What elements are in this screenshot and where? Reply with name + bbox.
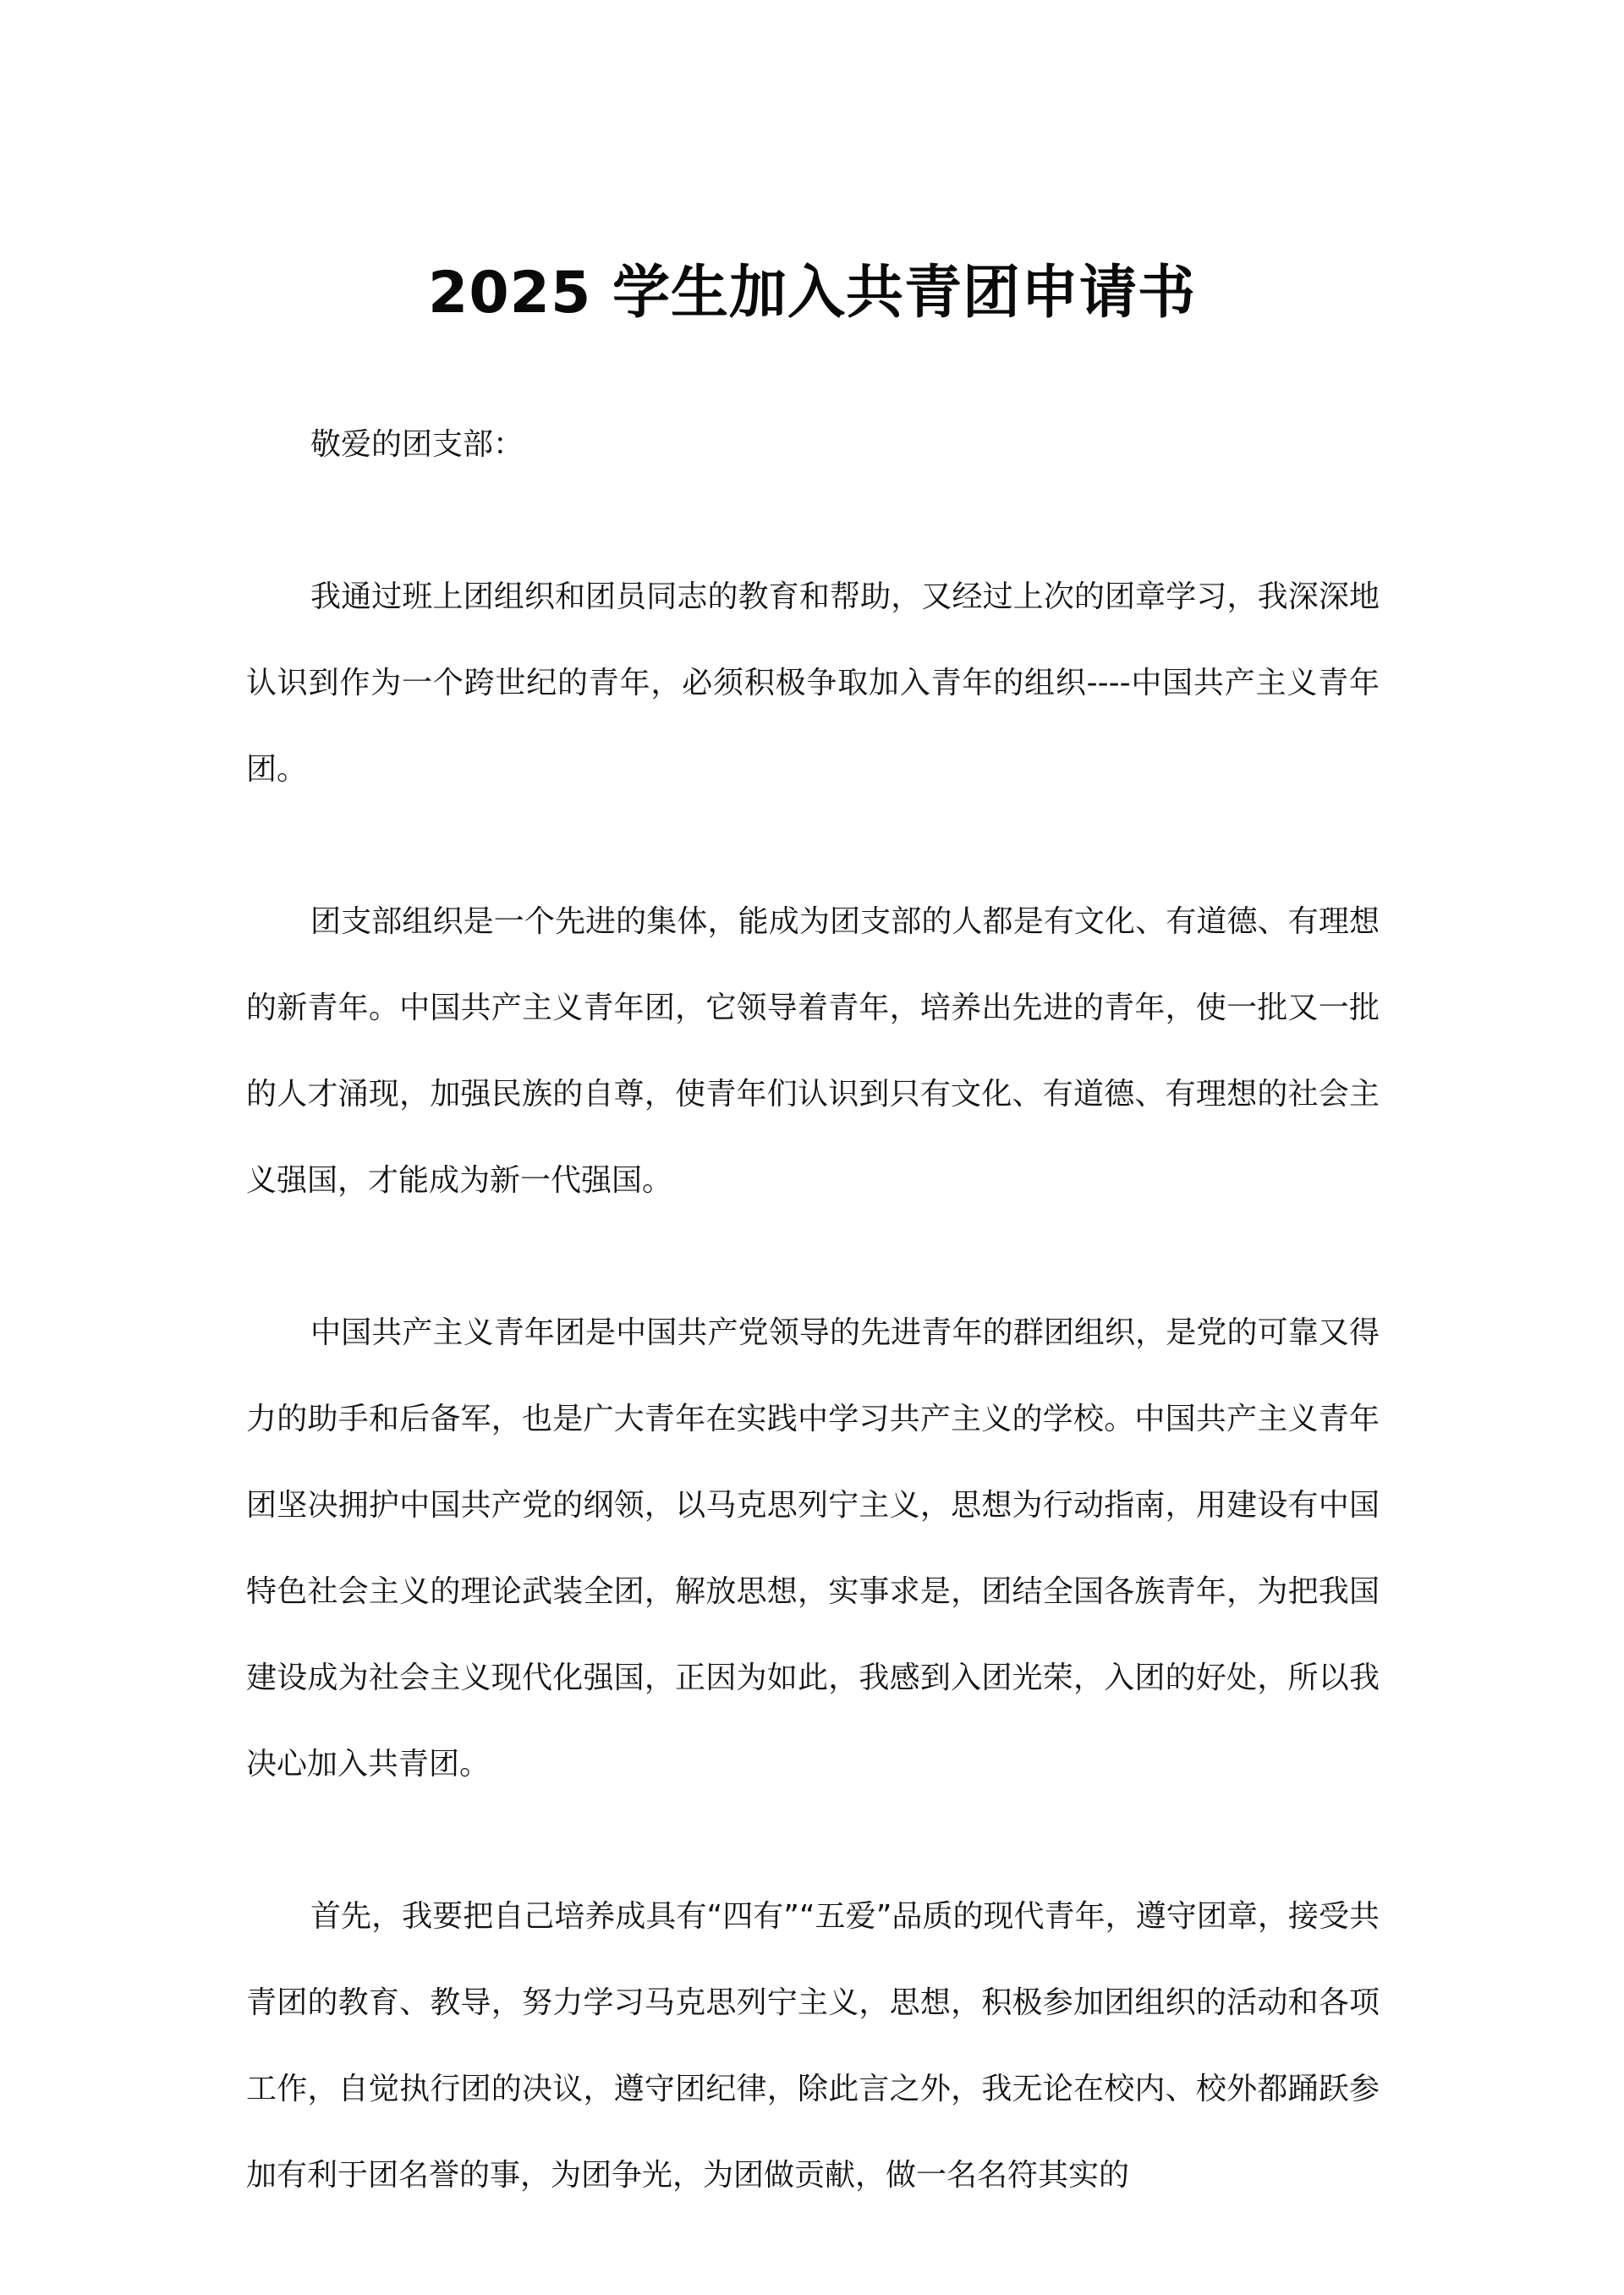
paragraph-3: 中国共产主义青年团是中国共产党领导的先进青年的群团组织，是党的可靠又得力的助手和后备军，也是广大青年在实践中学习共产主义的学校。中国共产主义青年团坚决拥护中国共产党的纲领，以马克思列宁主义，思想为行动指南，用建设有中国特色社会主义的理论武装全团，解放思想，实事求是，团结全国各族青年，为把我国建设成为社会主义现代化强国，正因为如此，我感到入团光荣，入团的好处，所以我决心加入共青团。: [246, 1315, 1380, 1782]
salutation: 敬爱的团支部：: [310, 427, 524, 462]
paragraph-1: 我通过班上团组织和团员同志的教育和帮助，又经过上次的团章学习，我深深地认识到作为一个跨世纪的青年，必须积极争取加入青年的组织----中国共产主义青年团。: [246, 579, 1380, 787]
paragraph-4: 首先，我要把自己培养成具有“四有”“五爱”品质的现代青年，遵守团章，接受共青团的教育、教导，努力学习马克思列宁主义，思想，积极参加团组织的活动和各项工作，自觉执行团的决议，遵守团纪律，除此言之外，我无论在校内、校外都踊跃参加有利于团名誉的事，为团争光，为团做贡献，做一名名符其实的: [246, 1899, 1380, 2193]
paragraph-2: 团支部组织是一个先进的集体，能成为团支部的人都是有文化、有道德、有理想的新青年。中国共产主义青年团，它领导着青年，培养出先进的青年，使一批又一批的人才涌现，加强民族的自尊，使青年们认识到只有文化、有道德、有理想的社会主义强国，才能成为新一代强国。: [246, 904, 1380, 1198]
document-body: [246, 402, 1380, 2285]
document-title: 2025 学生加入共青团申请书: [428, 260, 1196, 327]
